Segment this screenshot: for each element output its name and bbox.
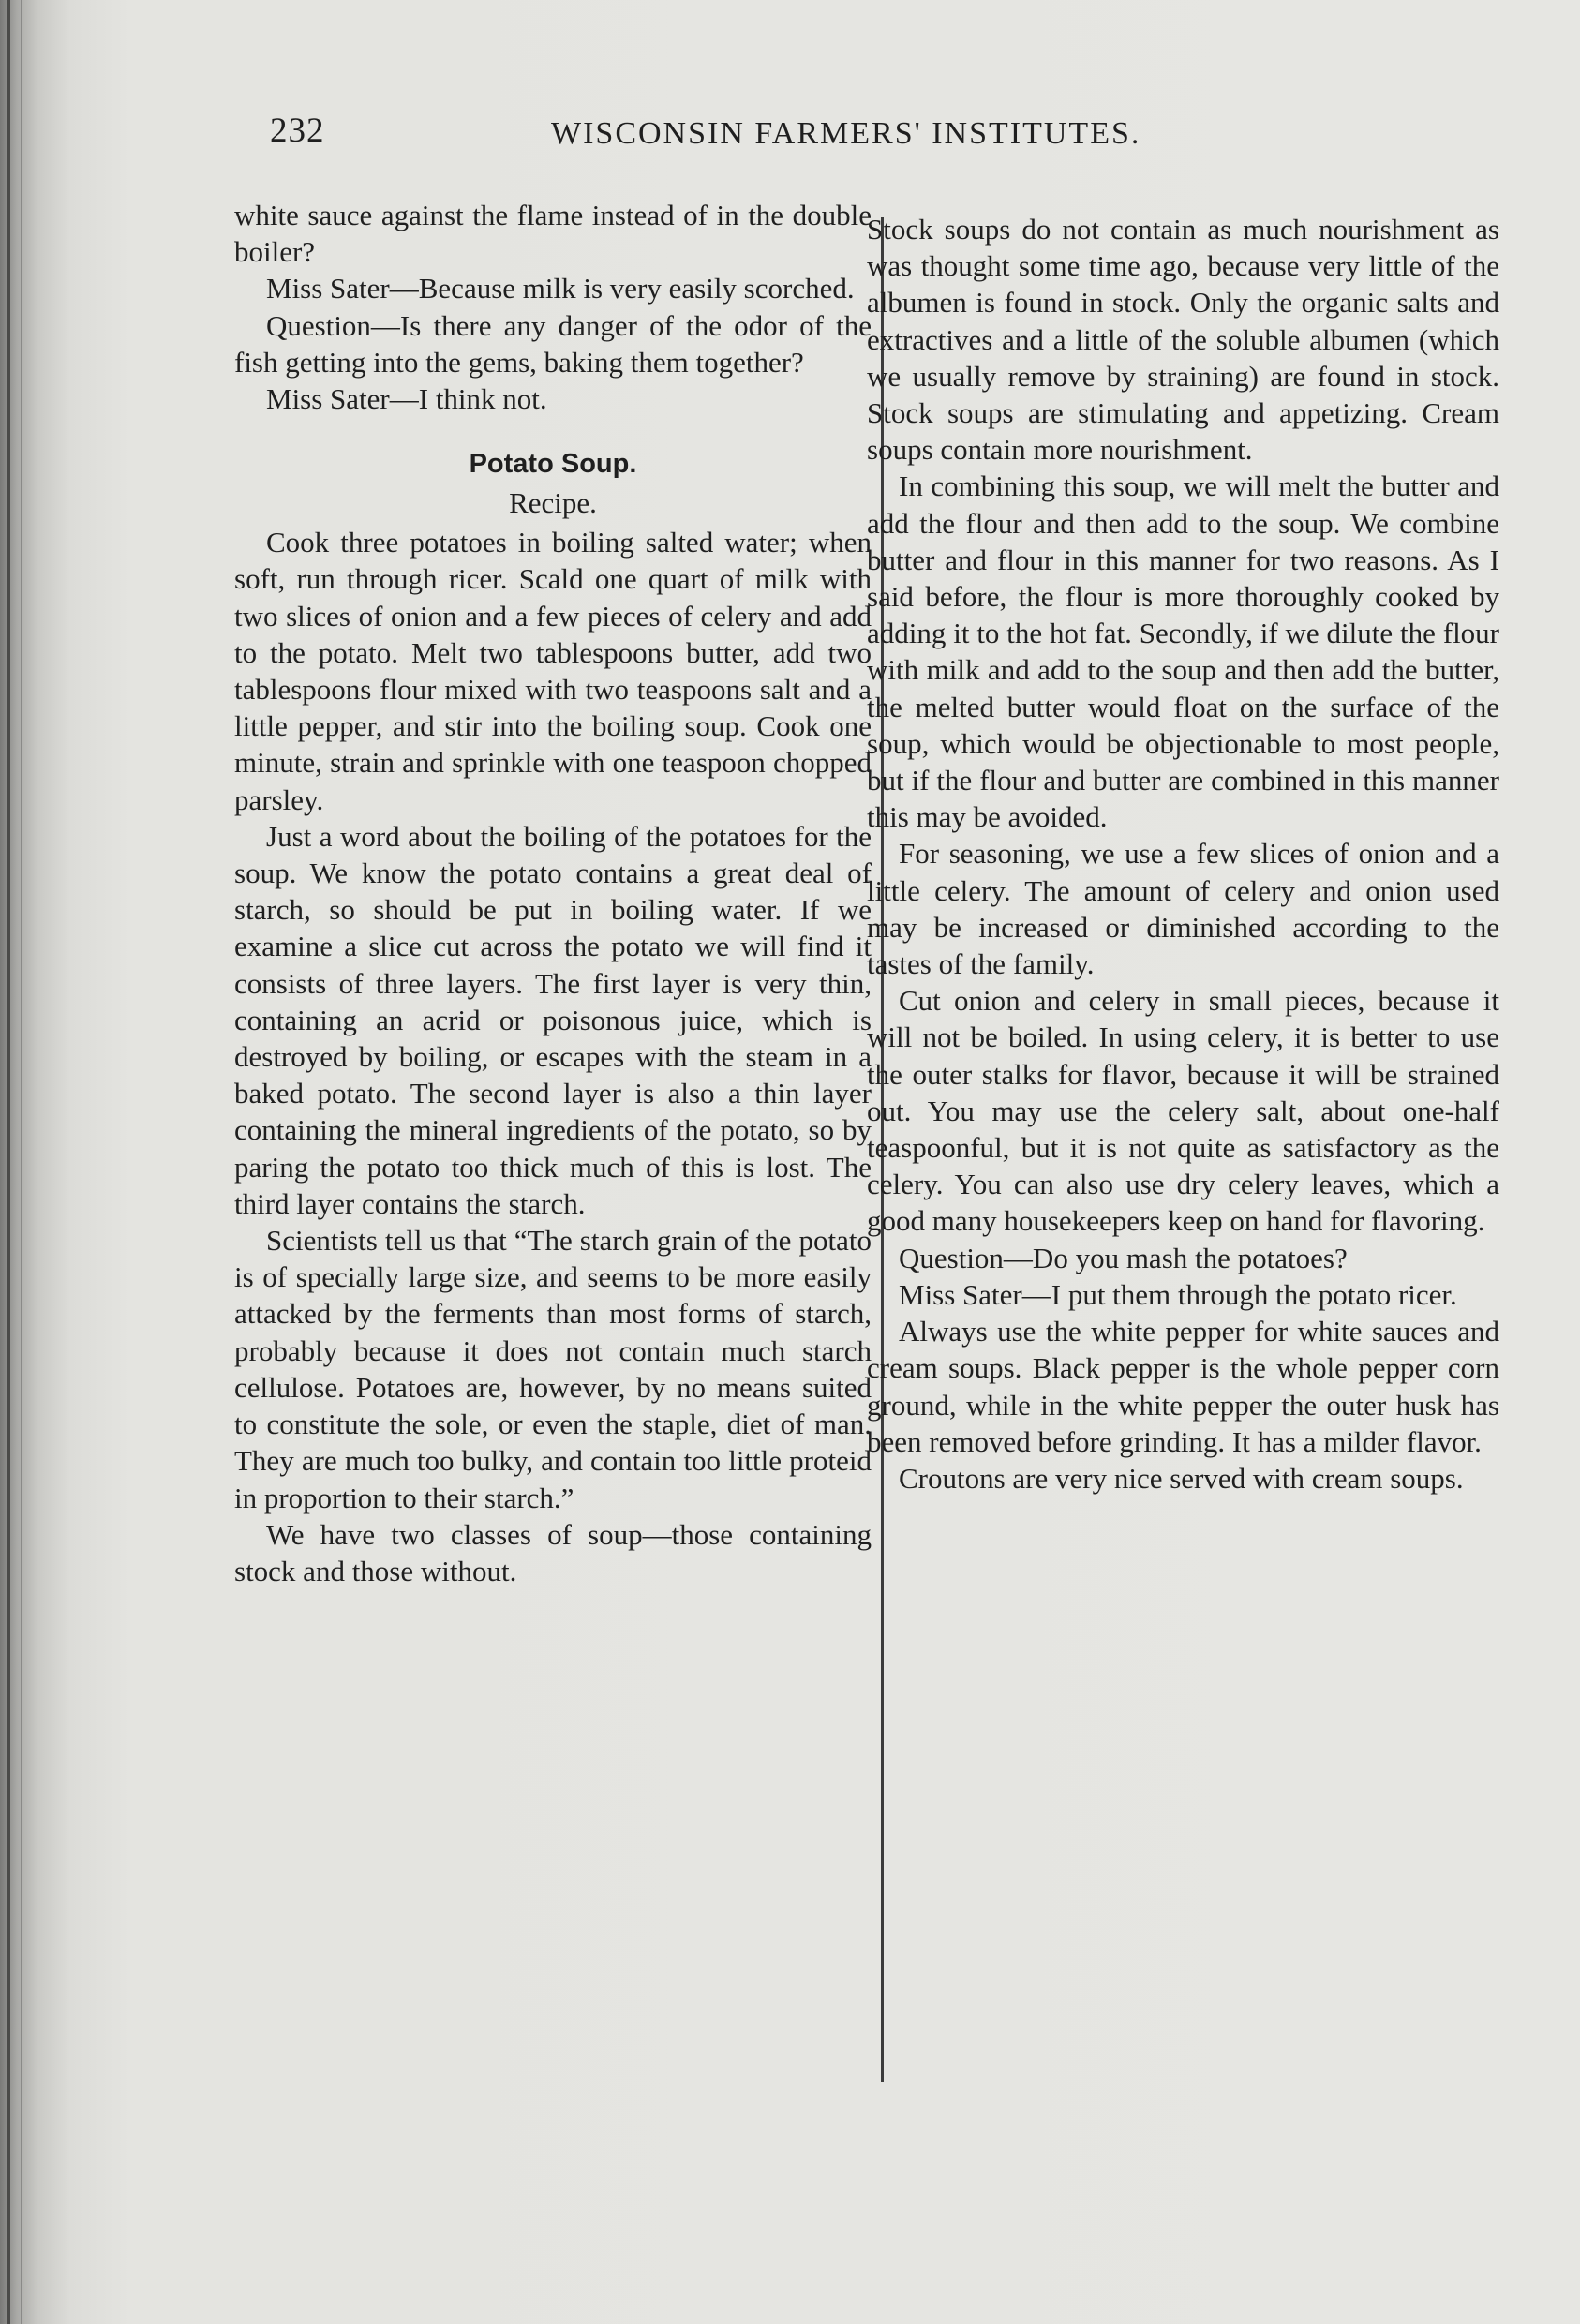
paragraph: Miss Sater—Because milk is very easily scorched. xyxy=(266,272,855,305)
binding-edge-inner xyxy=(21,0,22,2324)
section-title: Potato Soup. xyxy=(469,449,637,480)
left-column xyxy=(234,197,872,1589)
paragraph: Question—Is there any danger of the odor of the fish getting into the gems, baking them together? xyxy=(234,308,872,379)
paragraph: Miss Sater—I think not. xyxy=(266,382,547,416)
paragraph: In combining this soup, we will melt the butter and add the flour and then add to the soup. We combine butter and flour in this manner for two reasons. As I said before, the flour is more thoroughly cooked by adding it to the hot fat. Secondly, if we dilute the flour with milk and add to the soup and then add the butter, the melted butter would float on the surface of the soup, which would be objectionable to most people, but if the flour and butter are combined in this manner this may be avoided. xyxy=(867,469,1499,834)
paragraph: Cut onion and celery in small pieces, because it will not be boiled. In using celery, it is better to use the outer stalks for flavor, because it will be strained out. You may use the celery salt, about one-half teaspoonful, but it is not quite as satisfactory as the celery. You can also use dry celery leaves, which a good many housekeepers keep on hand for flavoring. xyxy=(867,984,1499,1238)
page-header xyxy=(270,111,1245,167)
paragraph: Miss Sater—I put them through the potato ricer. xyxy=(899,1277,1457,1311)
paragraph: white sauce against the flame instead of in the double boiler? xyxy=(234,199,872,269)
binding-edge xyxy=(7,0,10,2324)
paragraph: Always use the white pepper for white sauces and cream soups. Black pepper is the whole pepper corn ground, while in the white pepper the outer husk has been removed before grinding. It has a milder flavor. xyxy=(867,1315,1499,1458)
paragraph: We have two classes of soup—those containing stock and those without. xyxy=(234,1517,872,1587)
paragraph: Cook three potatoes in boiling salted water; when soft, run through ricer. Scald one quart of milk with two slices of onion and a few pieces of celery and add to the potato. Melt two tablespoons butter, add two tablespoons flour mixed with two teaspoons salt and a little pepper, and stir into the boiling soup. Cook one minute, strain and sprinkle with one teaspoon chopped parsley. xyxy=(234,526,872,816)
page-number: 232 xyxy=(270,112,325,150)
paragraph: Just a word about the boiling of the potatoes for the soup. We know the potato contains a great deal of starch, so should be put in boiling water. If we examine a slice cut across the potato we will find it consists of three layers. The first layer is very thin, containing an acrid or poisonous juice, which is destroyed by boiling, or escapes with the steam in a baked potato. The second layer is also a thin layer containing the mineral ingredients of the potato, so by paring the potato too thick much of this is lost. The third layer contains the starch. xyxy=(234,819,872,1220)
section-subtitle: Recipe. xyxy=(509,486,597,520)
paragraph: Question—Do you mash the potatoes? xyxy=(899,1241,1348,1274)
paragraph: Stock soups do not contain as much nourishment as was thought some time ago, because very little of the albumen is found in stock. Only the organic salts and extractives and a little of the soluble albumen (which we usually remove by straining) are found in stock. Stock soups are stimulating and appetizing. Cream soups contain more nourishment. xyxy=(867,213,1499,467)
paragraph: Scientists tell us that “The starch grain of the potato is of specially large size, and seems to be more easily attacked by the ferments than most forms of starch, probably because it does not contain much starch cellulose. Potatoes are, however, by no means suited to constitute the sole, or even the staple, diet of man. They are much too bulky, and contain too little proteid in proportion to their starch.” xyxy=(234,1224,872,1514)
paragraph: Croutons are very nice served with cream soups. xyxy=(899,1461,1464,1495)
right-column xyxy=(867,211,1499,1497)
paragraph: For seasoning, we use a few slices of onion and a little celery. The amount of celery and onion used may be increased or diminished according to the tastes of the family. xyxy=(867,837,1499,981)
running-head: WISCONSIN FARMERS' INSTITUTES. xyxy=(551,116,1141,151)
